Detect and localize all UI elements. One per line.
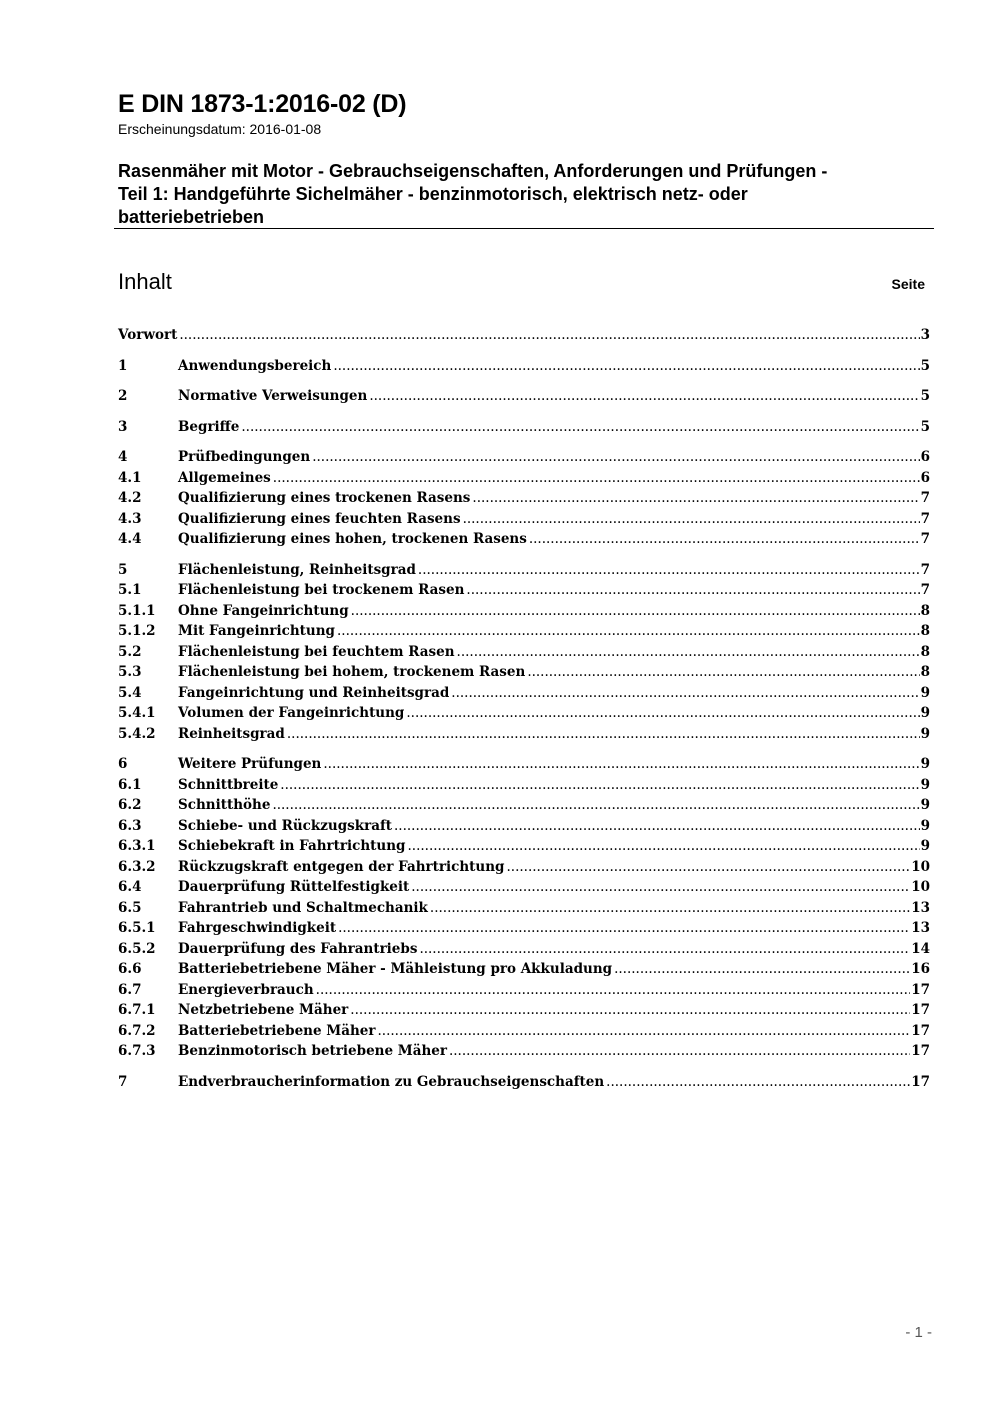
toc-dot-leader (287, 724, 920, 745)
toc-entry-page: 3 (920, 327, 930, 343)
toc-entry-title: Energieverbrauch (178, 981, 314, 998)
toc-entry[interactable] (118, 816, 930, 837)
toc-entry-title: Qualifizierung eines trockenen Rasens (178, 490, 471, 506)
toc-entry-title: Vorwort (118, 327, 178, 343)
toc-entry-number: 6.1 (118, 776, 142, 793)
toc-entry[interactable] (118, 509, 930, 530)
toc-entry-title: Benzinmotorisch betriebene Mäher (178, 1043, 447, 1059)
toc-entry[interactable] (118, 857, 930, 878)
toc-entry-title: Dauerprüfung Rüttelfestigkeit (178, 879, 410, 895)
toc-entry-page: 8 (920, 643, 930, 660)
toc-dot-leader (506, 857, 910, 878)
toc-entry-title: Schiebe- und Rückzugskraft (178, 817, 392, 834)
toc-entry-page: 9 (920, 797, 930, 813)
toc-entry-page: 10 (911, 879, 930, 895)
toc-entry[interactable] (118, 356, 930, 377)
toc-entry-page: 9 (920, 725, 930, 742)
title-line: Rasenmäher mit Motor - Gebrauchseigenschaften, Anforderungen und Prüfungen - (118, 161, 828, 181)
toc-dot-leader (179, 325, 919, 346)
toc-entry-title: Ohne Fangeinrichtung (178, 602, 349, 619)
toc-entry-page: 5 (920, 418, 930, 435)
toc-entry-number: 1 (118, 357, 128, 374)
toc-entry[interactable] (118, 601, 930, 622)
toc-entry-number: 6.4 (118, 879, 142, 895)
toc-entry-number: 6.5.1 (118, 920, 156, 936)
toc-entry-page: 14 (911, 940, 930, 957)
toc-entry[interactable] (118, 488, 930, 509)
toc-entry[interactable] (118, 1000, 930, 1021)
toc-entry-title: Anwendungsbereich (178, 357, 332, 374)
toc-entry-number: 6.5.2 (118, 940, 156, 957)
toc-entry[interactable] (118, 529, 930, 550)
toc-dot-leader (351, 601, 920, 622)
publication-date: Erscheinungsdatum: 2016-01-08 (118, 121, 322, 137)
toc-entry-page: 9 (920, 838, 930, 854)
toc-entry-title: Flächenleistung bei feuchtem Rasen (178, 643, 455, 660)
toc-entry-page: 7 (920, 490, 930, 506)
toc-entry-number: 4.1 (118, 469, 142, 486)
title-line: batteriebetrieben (118, 207, 265, 227)
toc-entry-title: Fahrgeschwindigkeit (178, 920, 337, 936)
toc-dot-leader (337, 621, 920, 642)
toc-dot-leader (377, 1021, 910, 1042)
toc-entry-page: 13 (911, 899, 930, 916)
toc-entry-title: Fahrantrieb und Schaltmechanik (178, 899, 428, 916)
toc-entry[interactable] (118, 703, 930, 724)
toc-entry-number: 4.4 (118, 531, 142, 547)
toc-entry-title: Dauerprüfung des Fahrantriebs (178, 940, 418, 957)
toc-entry-number: 6.7 (118, 981, 142, 998)
toc-dot-leader (407, 836, 919, 857)
toc-entry-number: 5.4.2 (118, 725, 156, 742)
toc-entry[interactable] (118, 468, 930, 489)
toc-entry-title: Weitere Prüfungen (178, 756, 322, 772)
toc-entry-title: Schnitthöhe (178, 797, 271, 813)
document-title (118, 160, 930, 229)
toc-entry-page: 9 (920, 817, 930, 834)
toc-entry[interactable] (118, 417, 930, 438)
toc-dot-leader (451, 683, 919, 704)
toc-entry-page: 17 (911, 1002, 930, 1018)
toc-entry[interactable] (118, 836, 930, 857)
toc-dot-leader (466, 580, 919, 601)
toc-entry-title: Begriffe (178, 418, 240, 435)
toc-dot-leader (529, 529, 920, 550)
toc-entry[interactable] (118, 939, 930, 960)
toc-entry-number: 5.2 (118, 643, 142, 660)
toc-entry[interactable] (118, 662, 930, 683)
toc-entry[interactable] (118, 1041, 930, 1062)
toc-entry-number: 5.1.1 (118, 602, 156, 619)
toc-entry-page: 17 (911, 981, 930, 998)
toc-entry-title: Volumen der Fangeinrichtung (178, 705, 405, 721)
toc-entry[interactable] (118, 580, 930, 601)
toc-entry[interactable] (118, 1072, 930, 1093)
toc-entry-number: 5.4.1 (118, 705, 156, 721)
toc-entry-title: Flächenleistung, Reinheitsgrad (178, 561, 416, 578)
toc-entry[interactable] (118, 447, 930, 468)
toc-dot-leader (406, 703, 919, 724)
toc-entry[interactable] (118, 724, 930, 745)
toc-entry-number: 4.3 (118, 510, 142, 527)
toc-entry-number: 5.1 (118, 582, 142, 598)
toc-entry-page: 9 (920, 776, 930, 793)
toc-entry-number: 6.3.1 (118, 838, 156, 854)
toc-entry-page: 13 (911, 920, 930, 936)
toc-entry[interactable] (118, 959, 930, 980)
toc-dot-leader (527, 662, 919, 683)
toc-entry[interactable] (118, 898, 930, 919)
toc-entry-title: Batteriebetriebene Mäher (178, 1022, 376, 1039)
toc-entry-page: 9 (920, 705, 930, 721)
toc-entry-page: 8 (920, 664, 930, 680)
toc-entry-page: 9 (920, 756, 930, 772)
toc-dot-leader (241, 417, 919, 438)
toc-entry[interactable] (118, 754, 930, 775)
toc-entry-title: Qualifizierung eines hohen, trockenen Rasens (178, 531, 527, 547)
toc-entry-page: 7 (920, 531, 930, 547)
toc-entry-number: 3 (118, 418, 128, 435)
toc-dot-leader (606, 1072, 910, 1093)
toc-entry[interactable] (118, 775, 930, 796)
toc-entry-page: 8 (920, 602, 930, 619)
toc-entry-number: 2 (118, 388, 128, 404)
toc-dot-leader (430, 898, 910, 919)
toc-entry[interactable] (118, 980, 930, 1001)
toc-entry[interactable] (118, 683, 930, 704)
toc-entry-title: Flächenleistung bei trockenem Rasen (178, 582, 465, 598)
toc-entry[interactable] (118, 877, 930, 898)
toc-entry-page: 6 (920, 469, 930, 486)
toc-entry[interactable] (118, 621, 930, 642)
toc-entry-number: 5.4 (118, 684, 142, 701)
toc-entry-number: 6.6 (118, 961, 142, 977)
toc-entry-title: Allgemeines (178, 469, 271, 486)
toc-dot-leader (419, 939, 910, 960)
toc-dot-leader (338, 918, 910, 939)
toc-dot-leader (418, 560, 920, 581)
toc-dot-leader (323, 754, 919, 775)
toc-dot-leader (316, 980, 911, 1001)
toc-entry-page: 7 (920, 561, 930, 578)
toc-entry-page: 5 (920, 357, 930, 374)
toc-entry[interactable] (118, 795, 930, 816)
document-id: E DIN 1873-1:2016-02 (D) (118, 90, 407, 118)
toc-entry-title: Netzbetriebene Mäher (178, 1002, 349, 1018)
toc-entry-title: Rückzugskraft entgegen der Fahrtrichtung (178, 858, 505, 875)
toc-dot-leader (369, 386, 919, 407)
toc-entry-title: Reinheitsgrad (178, 725, 285, 742)
toc-entry-page: 7 (920, 582, 930, 598)
toc-entry[interactable] (118, 325, 930, 346)
toc-dot-leader (273, 468, 920, 489)
toc-heading: Inhalt (118, 269, 172, 294)
toc-entry-page: 7 (920, 510, 930, 527)
toc-entry-title: Fangeinrichtung und Reinheitsgrad (178, 684, 450, 701)
page-number: - 1 - (905, 1324, 932, 1341)
toc-entry-number: 4 (118, 449, 128, 465)
toc-dot-leader (449, 1041, 910, 1062)
toc-dot-leader (350, 1000, 910, 1021)
toc-entry-number: 4.2 (118, 490, 142, 506)
toc-entry-page: 5 (920, 388, 930, 404)
toc-entry-number: 6.5 (118, 899, 142, 916)
toc-entry[interactable] (118, 1021, 930, 1042)
toc-entry-number: 5 (118, 561, 128, 578)
toc-entry-title: Qualifizierung eines feuchten Rasens (178, 510, 461, 527)
toc-dot-leader (463, 509, 920, 530)
toc-entry-page: 10 (911, 858, 930, 875)
toc-entry-page: 17 (911, 1022, 930, 1039)
toc-entry-number: 7 (118, 1073, 128, 1090)
toc-entry-title: Schiebekraft in Fahrtrichtung (178, 838, 406, 854)
toc-entry-number: 5.3 (118, 664, 142, 680)
toc-entry-number: 6 (118, 756, 128, 772)
toc-dot-leader (280, 775, 919, 796)
toc-entry-number: 6.2 (118, 797, 142, 813)
toc-entry-title: Batteriebetriebene Mäher - Mähleistung pro Akkuladung (178, 961, 613, 977)
toc-entry[interactable] (118, 560, 930, 581)
toc-entry-page: 6 (920, 449, 930, 465)
toc-entry-number: 6.3.2 (118, 858, 156, 875)
toc-entry-number: 6.7.3 (118, 1043, 156, 1059)
toc-entry-title: Flächenleistung bei hohem, trockenem Rasen (178, 664, 526, 680)
toc-entry-title: Normative Verweisungen (178, 388, 368, 404)
toc-entry-number: 6.3 (118, 817, 142, 834)
toc-dot-leader (333, 356, 919, 377)
toc-entry[interactable] (118, 918, 930, 939)
toc-entry-title: Prüfbedingungen (178, 449, 311, 465)
toc-entry-number: 5.1.2 (118, 623, 156, 639)
toc-entry-page: 17 (911, 1043, 930, 1059)
toc-entry-page: 16 (911, 961, 930, 977)
toc-dot-leader (457, 642, 920, 663)
title-line: Teil 1: Handgeführte Sichelmäher - benzinmotorisch, elektrisch netz- oder (118, 184, 748, 204)
toc-entry-number: 6.7.2 (118, 1022, 156, 1039)
page-column-label: Seite (891, 276, 925, 292)
toc-dot-leader (394, 816, 920, 837)
toc-entry[interactable] (118, 642, 930, 663)
toc-entry[interactable] (118, 386, 930, 407)
toc-entry-title: Schnittbreite (178, 776, 279, 793)
toc-dot-leader (472, 488, 919, 509)
toc-entry-number: 6.7.1 (118, 1002, 156, 1018)
toc-dot-leader (312, 447, 919, 468)
toc-entry-page: 8 (920, 623, 930, 639)
title-divider (114, 228, 934, 229)
toc-entry-page: 9 (920, 684, 930, 701)
toc-entry-title: Endverbraucherinformation zu Gebrauchseigenschaften (178, 1073, 605, 1090)
toc-dot-leader (614, 959, 910, 980)
toc-entry-title: Mit Fangeinrichtung (178, 623, 335, 639)
table-of-contents (118, 325, 930, 1092)
toc-dot-leader (272, 795, 919, 816)
toc-dot-leader (411, 877, 910, 898)
toc-entry-page: 17 (911, 1073, 930, 1090)
